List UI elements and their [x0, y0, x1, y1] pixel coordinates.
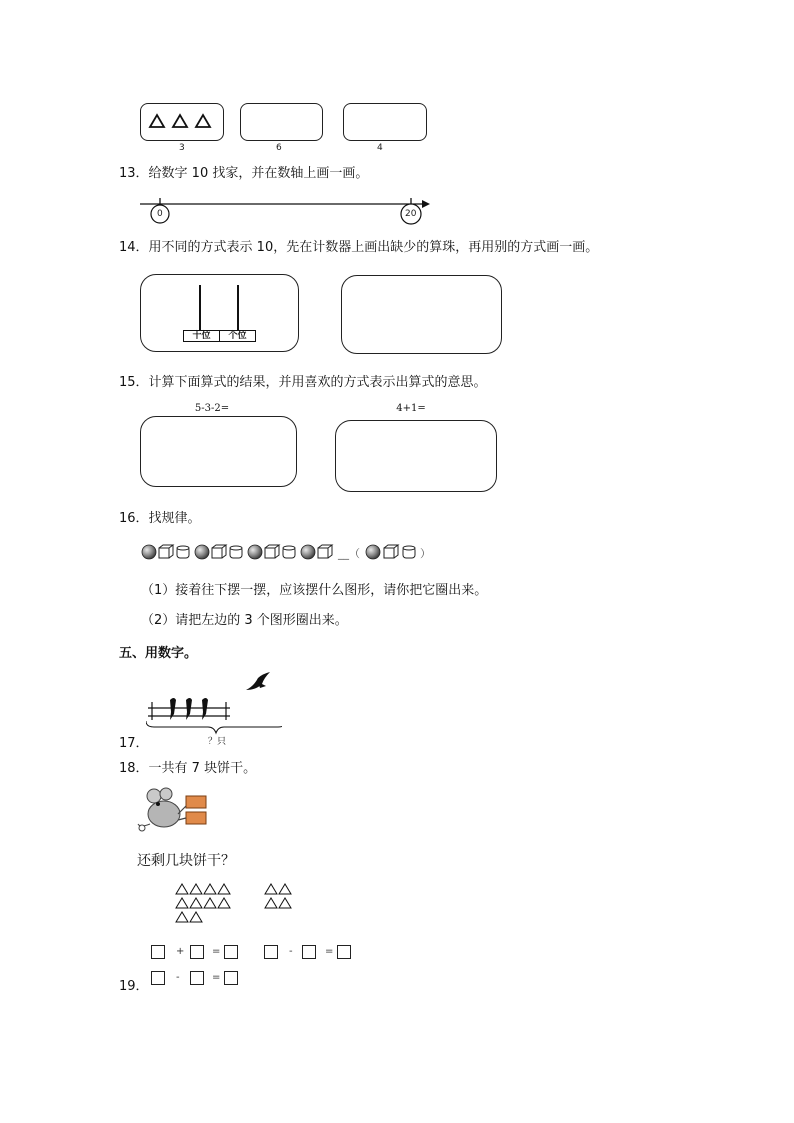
question-19-number: 19． — [119, 979, 149, 994]
question-16: 16．找规律。 — [119, 511, 201, 526]
triangle-groups — [175, 882, 300, 926]
question-16-sub2: （2）请把左边的 3 个图形圈出来。 — [141, 613, 348, 628]
triangle-icons — [148, 113, 214, 129]
answer-square-1[interactable] — [151, 945, 165, 959]
answer-square-8[interactable] — [190, 971, 204, 985]
formula-2: 4+1= — [396, 403, 426, 414]
equals-sign: = — [212, 946, 221, 957]
section-5-title: 五、用数字。 — [119, 646, 198, 661]
abacus-label-tens: 十位 — [184, 331, 220, 341]
question-15: 15．计算下面算式的结果，并用喜欢的方式表示出算式的意思。 — [119, 375, 487, 390]
answer-square-4[interactable] — [264, 945, 278, 959]
answer-square-2[interactable] — [190, 945, 204, 959]
abacus-rod-tens — [199, 285, 201, 330]
answer-square-7[interactable] — [151, 971, 165, 985]
answer-box-1[interactable] — [140, 416, 297, 487]
question-16-sub1: （1）接着往下摆一摆，应该摆什么图形，请你把它圈出来。 — [141, 583, 488, 598]
question-13: 13．给数字 10 找家，并在数轴上画一画。 — [119, 166, 369, 181]
mouse-cookies-illustration — [134, 786, 214, 836]
box-label-1: 3 — [179, 143, 185, 153]
number-line-start: 0 — [157, 209, 163, 219]
shape-box-2[interactable] — [240, 103, 323, 141]
question-18-prompt: 还剩几块饼干？ — [137, 853, 235, 869]
pattern-blank[interactable]: __（ — [338, 547, 360, 560]
answer-square-5[interactable] — [302, 945, 316, 959]
answer-square-6[interactable] — [337, 945, 351, 959]
brace-label: ？只 — [208, 737, 227, 747]
pattern-close-paren: ） — [420, 547, 431, 560]
minus-sign-2: - — [176, 972, 180, 983]
number-line-end: 20 — [405, 209, 417, 219]
equals-sign-2: = — [325, 946, 334, 957]
pattern-sequence — [140, 543, 430, 561]
minus-sign: - — [289, 946, 293, 957]
formula-1: 5-3-2= — [194, 403, 230, 414]
abacus-base — [183, 330, 256, 342]
box-label-3: 4 — [377, 143, 383, 153]
abacus-rod-ones — [237, 285, 239, 330]
abacus-label-ones: 个位 — [228, 331, 247, 341]
question-17-number: 17． — [119, 736, 149, 751]
question-18: 18．一共有 7 块饼干。 — [119, 761, 257, 776]
answer-square-9[interactable] — [224, 971, 238, 985]
box-label-2: 6 — [276, 143, 282, 153]
plus-sign: + — [176, 946, 185, 957]
question-14: 14．用不同的方式表示 10，先在计数器上画出缺少的算珠，再用别的方式画一画。 — [119, 240, 599, 255]
answer-box-2[interactable] — [335, 420, 497, 492]
birds-illustration — [146, 670, 282, 740]
answer-square-3[interactable] — [224, 945, 238, 959]
equals-sign-3: = — [212, 972, 221, 983]
shape-box-3[interactable] — [343, 103, 427, 141]
number-line[interactable] — [138, 196, 434, 226]
drawing-box-14[interactable] — [341, 275, 502, 354]
